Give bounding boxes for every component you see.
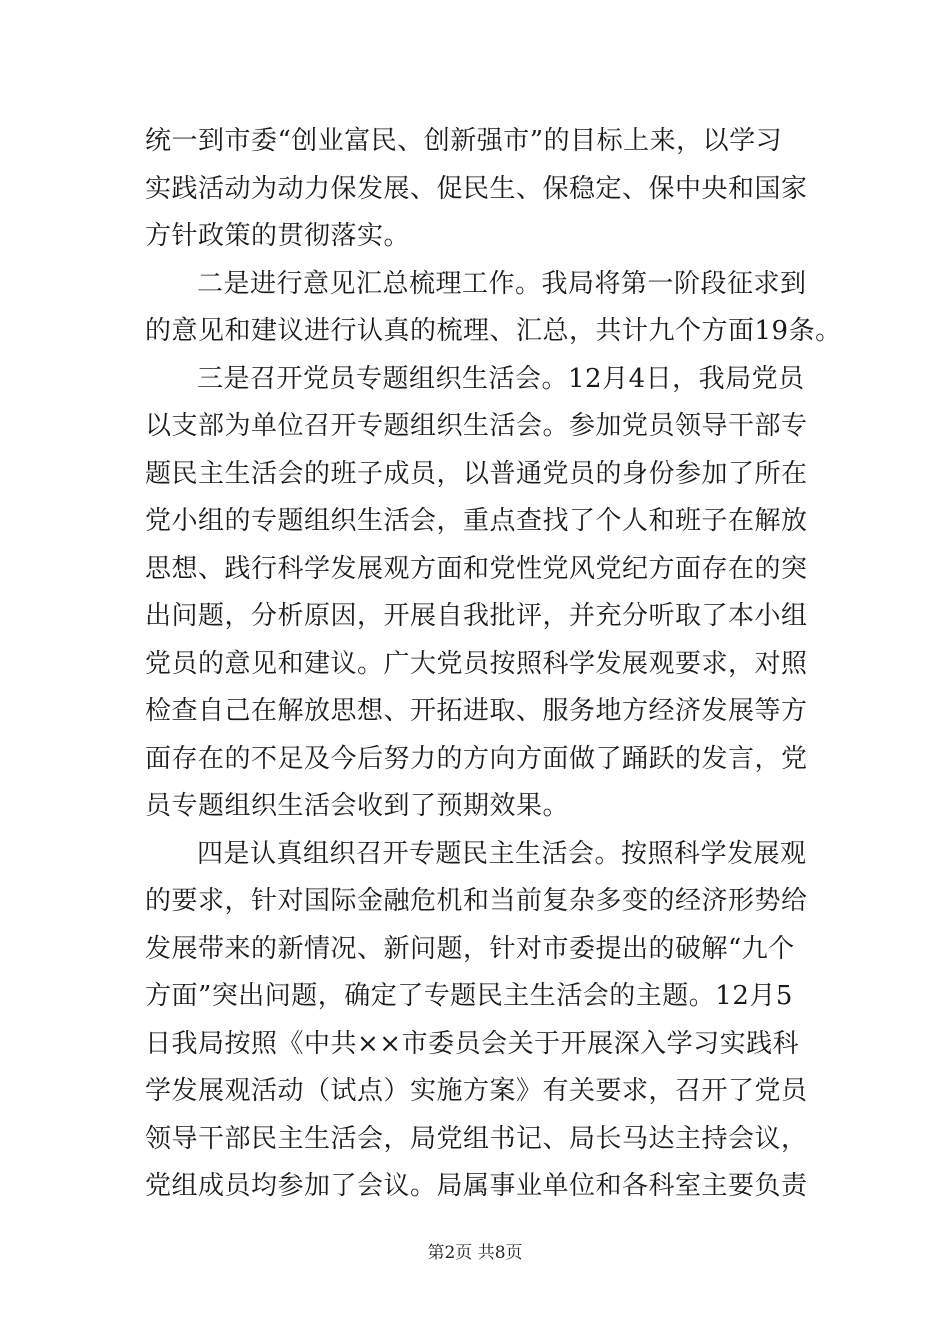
paragraph-start-line: 三是召开党员专题组织生活会。12月4日，我局党员 — [197, 363, 805, 394]
page-number-footer: 第2页 共8页 — [427, 1243, 523, 1263]
text-line: 思想、践行科学发展观方面和党性党风党纪方面存在的突 — [145, 553, 808, 584]
text-line: 的意见和建议进行认真的梳理、汇总，共计九个方面19条。 — [145, 316, 842, 346]
text-line: 员专题组织生活会收到了预期效果。 — [145, 791, 570, 821]
text-line: 发展带来的新情况、新问题，针对市委提出的破解“九个 — [145, 933, 795, 964]
text-line: 面存在的不足及今后努力的方向方面做了踊跃的发言，党 — [145, 743, 808, 774]
text-line: 党小组的专题组织生活会，重点查找了个人和班子在解放 — [145, 506, 808, 536]
text-line: 检查自己在解放思想、开拓进取、服务地方经济发展等方 — [145, 696, 808, 726]
text-line: 日我局按照《中共××市委员会关于开展深入学习实践科 — [145, 1028, 800, 1059]
text-line: 以支部为单位召开专题组织生活会。参加党员领导干部专 — [145, 411, 808, 441]
text-line: 学发展观活动（试点）实施方案》有关要求，召开了党员 — [145, 1076, 808, 1106]
text-line: 领导干部民主生活会，局党组书记、局长马达主持会议， — [145, 1123, 808, 1154]
text-line: 方面”突出问题，确定了专题民主生活会的主题。12月5 — [145, 981, 793, 1011]
paragraph-start-line: 二是进行意见汇总梳理工作。我局将第一阶段征求到 — [197, 268, 807, 299]
text-line: 党组成员均参加了会议。局属事业单位和各科室主要负责 — [145, 1171, 808, 1201]
text-line: 实践活动为动力保发展、促民生、保稳定、保中央和国家 — [145, 173, 808, 204]
text-line: 方针政策的贯彻落实。 — [145, 221, 411, 251]
text-line: 出问题，分析原因，开展自我批评，并充分听取了本小组 — [145, 601, 808, 631]
text-line: 题民主生活会的班子成员，以普通党员的身份参加了所在 — [145, 458, 808, 489]
text-line: 统一到市委“创业富民、创新强市”的目标上来，以学习 — [145, 126, 783, 156]
document-body — [145, 118, 842, 1211]
text-line: 党员的意见和建议。广大党员按照科学发展观要求，对照 — [145, 648, 808, 679]
paragraph-start-line: 四是认真组织召开专题民主生活会。按照科学发展观 — [197, 838, 807, 869]
text-line: 的要求，针对国际金融危机和当前复杂多变的经济形势给 — [145, 886, 808, 916]
